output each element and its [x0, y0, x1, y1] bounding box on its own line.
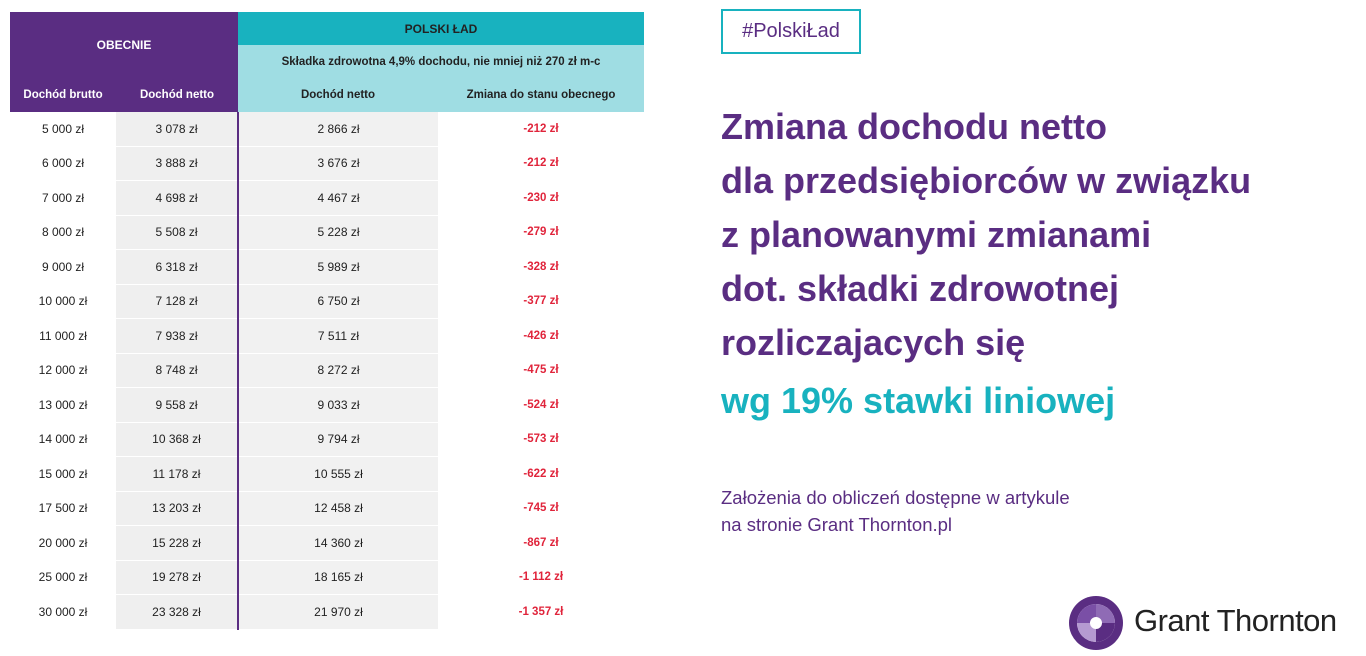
gross-income-cell: 10 000 zł: [10, 284, 116, 319]
table-row: [10, 146, 644, 181]
change-cell: -426 zł: [438, 319, 644, 354]
header-subtitle: Składka zdrowotna 4,9% dochodu, nie mniej niż 270 zł m-c: [238, 45, 644, 78]
net-income-current-cell: 3 078 zł: [116, 112, 238, 146]
change-cell: -212 zł: [438, 112, 644, 146]
gross-income-cell: 14 000 zł: [10, 422, 116, 457]
gross-income-cell: 30 000 zł: [10, 595, 116, 630]
change-cell: -1 357 zł: [438, 595, 644, 630]
net-income-current-cell: 4 698 zł: [116, 181, 238, 216]
grant-thornton-logo: [1068, 595, 1363, 651]
income-table: [10, 12, 644, 630]
headline-accent: wg 19% stawki liniowej: [721, 380, 1116, 421]
table-row: [10, 560, 644, 595]
logo-text: Grant Thornton: [1134, 603, 1337, 638]
income-table-container: [10, 12, 644, 630]
table-row: [10, 422, 644, 457]
net-income-polski-lad-cell: 14 360 zł: [238, 526, 438, 561]
change-cell: -230 zł: [438, 181, 644, 216]
gross-income-cell: 11 000 zł: [10, 319, 116, 354]
net-income-current-cell: 8 748 zł: [116, 353, 238, 388]
table-row: [10, 457, 644, 492]
net-income-current-cell: 7 128 zł: [116, 284, 238, 319]
headline: [721, 100, 1361, 428]
change-cell: -475 zł: [438, 353, 644, 388]
grant-thornton-logo-icon: [1068, 595, 1124, 651]
net-income-polski-lad-cell: 6 750 zł: [238, 284, 438, 319]
table-body: [10, 112, 644, 629]
net-income-current-cell: 23 328 zł: [116, 595, 238, 630]
column-header: Dochód netto: [238, 78, 438, 112]
gross-income-cell: 15 000 zł: [10, 457, 116, 492]
gross-income-cell: 20 000 zł: [10, 526, 116, 561]
net-income-current-cell: 11 178 zł: [116, 457, 238, 492]
change-cell: -1 112 zł: [438, 560, 644, 595]
gross-income-cell: 8 000 zł: [10, 215, 116, 250]
net-income-polski-lad-cell: 8 272 zł: [238, 353, 438, 388]
gross-income-cell: 7 000 zł: [10, 181, 116, 216]
net-income-current-cell: 3 888 zł: [116, 146, 238, 181]
header-obecnie: OBECNIE: [10, 12, 238, 78]
gross-income-cell: 5 000 zł: [10, 112, 116, 146]
net-income-current-cell: 15 228 zł: [116, 526, 238, 561]
table-row: [10, 112, 644, 146]
note-line: na stronie Grant Thornton.pl: [721, 514, 953, 535]
table-row: [10, 353, 644, 388]
change-cell: -867 zł: [438, 526, 644, 561]
net-income-polski-lad-cell: 7 511 zł: [238, 319, 438, 354]
net-income-current-cell: 10 368 zł: [116, 422, 238, 457]
gross-income-cell: 12 000 zł: [10, 353, 116, 388]
headline-line: dla przedsiębiorców w związku: [721, 160, 1252, 201]
column-header: Zmiana do stanu obecnego: [438, 78, 644, 112]
column-header: Dochód brutto: [10, 78, 116, 112]
table-row: [10, 526, 644, 561]
assumptions-note: [721, 484, 1321, 538]
net-income-polski-lad-cell: 18 165 zł: [238, 560, 438, 595]
table-row: [10, 284, 644, 319]
net-income-polski-lad-cell: 9 033 zł: [238, 388, 438, 423]
net-income-current-cell: 9 558 zł: [116, 388, 238, 423]
table-row: [10, 250, 644, 285]
net-income-polski-lad-cell: 10 555 zł: [238, 457, 438, 492]
net-income-current-cell: 13 203 zł: [116, 491, 238, 526]
column-header: Dochód netto: [116, 78, 238, 112]
change-cell: -524 zł: [438, 388, 644, 423]
net-income-current-cell: 6 318 zł: [116, 250, 238, 285]
net-income-polski-lad-cell: 5 989 zł: [238, 250, 438, 285]
table-row: [10, 491, 644, 526]
gross-income-cell: 25 000 zł: [10, 560, 116, 595]
gross-income-cell: 6 000 zł: [10, 146, 116, 181]
note-line: Założenia do obliczeń dostępne w artykule: [721, 487, 1070, 508]
net-income-polski-lad-cell: 4 467 zł: [238, 181, 438, 216]
net-income-polski-lad-cell: 12 458 zł: [238, 491, 438, 526]
change-cell: -622 zł: [438, 457, 644, 492]
table-row: [10, 595, 644, 630]
table-row: [10, 215, 644, 250]
table-row: [10, 181, 644, 216]
change-cell: -212 zł: [438, 146, 644, 181]
headline-line: dot. składki zdrowotnej: [721, 268, 1120, 309]
gross-income-cell: 13 000 zł: [10, 388, 116, 423]
net-income-polski-lad-cell: 9 794 zł: [238, 422, 438, 457]
gross-income-cell: 17 500 zł: [10, 491, 116, 526]
change-cell: -328 zł: [438, 250, 644, 285]
change-cell: -573 zł: [438, 422, 644, 457]
net-income-polski-lad-cell: 2 866 zł: [238, 112, 438, 146]
net-income-current-cell: 7 938 zł: [116, 319, 238, 354]
change-cell: -279 zł: [438, 215, 644, 250]
table-row: [10, 388, 644, 423]
change-cell: -377 zł: [438, 284, 644, 319]
net-income-polski-lad-cell: 21 970 zł: [238, 595, 438, 630]
table-row: [10, 319, 644, 354]
net-income-current-cell: 19 278 zł: [116, 560, 238, 595]
headline-line: rozliczajacych się: [721, 322, 1026, 363]
net-income-polski-lad-cell: 5 228 zł: [238, 215, 438, 250]
net-income-polski-lad-cell: 3 676 zł: [238, 146, 438, 181]
net-income-current-cell: 5 508 zł: [116, 215, 238, 250]
header-polski-lad: POLSKI ŁAD: [238, 12, 644, 45]
hashtag-badge: #PolskiŁad: [721, 9, 861, 54]
headline-line: z planowanymi zmianami: [721, 214, 1152, 255]
headline-line: Zmiana dochodu netto: [721, 106, 1107, 147]
gross-income-cell: 9 000 zł: [10, 250, 116, 285]
change-cell: -745 zł: [438, 491, 644, 526]
